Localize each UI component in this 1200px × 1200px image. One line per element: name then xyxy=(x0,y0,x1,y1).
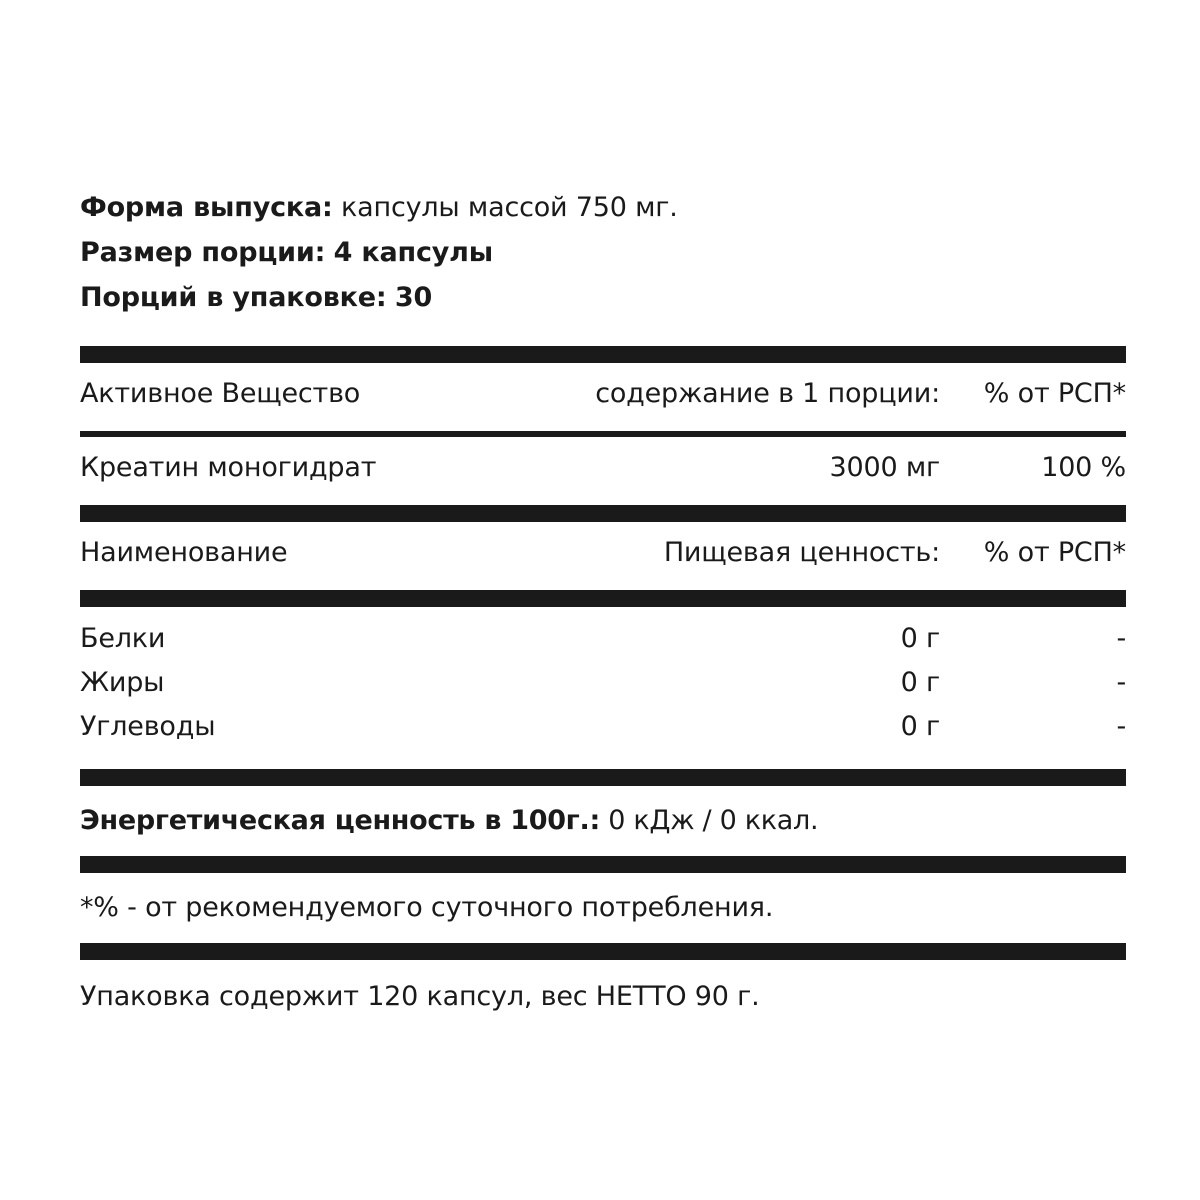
spacer xyxy=(80,522,1126,536)
product-header xyxy=(80,185,1125,320)
rule-thick xyxy=(80,856,1126,873)
divider-under-footnote xyxy=(80,943,1126,960)
nutrition-row-percent-fats: - xyxy=(1116,667,1126,698)
table-row xyxy=(80,705,1126,769)
header-line-serving-size xyxy=(80,230,1125,275)
rule-thick xyxy=(80,346,1126,363)
active-row-value: 3000 мг xyxy=(829,452,940,483)
table-row-footnote xyxy=(80,873,1126,943)
nutrition-row-name-fats: Жиры xyxy=(80,667,165,698)
active-row-percent: 100 % xyxy=(1041,452,1126,483)
header-label-form: Форма выпуска: xyxy=(80,192,333,223)
header-value-form: капсулы массой 750 мг. xyxy=(341,192,678,223)
nutrition-header-percent: % от РСП* xyxy=(983,537,1126,568)
nutrition-row-percent-carbs: - xyxy=(1116,711,1126,742)
nutrition-row-name-proteins: Белки xyxy=(80,623,166,654)
nutrition-header-name: Наименование xyxy=(80,537,288,568)
header-label-serving-size: Размер порции: xyxy=(80,237,326,268)
table-row-energy xyxy=(80,786,1126,856)
divider-top xyxy=(80,346,1126,363)
table-row-active-header xyxy=(80,377,1126,431)
divider-under-active-rows xyxy=(80,505,1126,522)
spacer xyxy=(80,607,1126,617)
table-row xyxy=(80,617,1126,661)
table-row xyxy=(80,661,1126,705)
rule-thick xyxy=(80,505,1126,522)
nutrition-row-value-carbs: 0 г xyxy=(900,711,940,742)
header-line-servings-per-container xyxy=(80,275,1125,320)
nutrition-row-value-proteins: 0 г xyxy=(900,623,940,654)
table-row-package-note xyxy=(80,960,1126,1014)
active-header-name: Активное Вещество xyxy=(80,378,361,409)
nutrition-table xyxy=(80,346,1126,1014)
header-value-servings-per-container: 30 xyxy=(394,282,433,313)
active-row-name: Креатин моногидрат xyxy=(80,452,377,483)
divider-under-energy xyxy=(80,856,1126,873)
divider-above-energy xyxy=(80,769,1126,786)
rule-thick xyxy=(80,590,1126,607)
nutrition-row-value-fats: 0 г xyxy=(900,667,940,698)
table-row xyxy=(80,451,1126,505)
active-header-percent: % от РСП* xyxy=(983,378,1126,409)
divider-under-nutrition-header xyxy=(80,590,1126,607)
energy-value: 0 кДж / 0 ккал. xyxy=(608,805,819,836)
header-line-form xyxy=(80,185,1125,230)
rule-thick xyxy=(80,769,1126,786)
package-note-text: Упаковка содержит 120 капсул, вес НЕТТО 90 г. xyxy=(80,981,760,1012)
spacer xyxy=(80,363,1126,377)
nutrition-row-name-carbs: Углеводы xyxy=(80,711,216,742)
table-row-nutrition-header xyxy=(80,536,1126,590)
header-label-servings-per-container: Порций в упаковке: xyxy=(80,282,387,313)
spacer xyxy=(80,437,1126,451)
active-header-value: содержание в 1 порции: xyxy=(595,378,940,409)
nutrition-header-value: Пищевая ценность: xyxy=(663,537,940,568)
nutrition-row-percent-proteins: - xyxy=(1116,623,1126,654)
rule-thick xyxy=(80,943,1126,960)
footnote-text: *% - от рекомендуемого суточного потребления. xyxy=(80,892,774,923)
energy-row xyxy=(80,786,1126,856)
header-value-serving-size: 4 капсулы xyxy=(333,237,493,268)
energy-label: Энергетическая ценность в 100г.: xyxy=(80,805,600,836)
